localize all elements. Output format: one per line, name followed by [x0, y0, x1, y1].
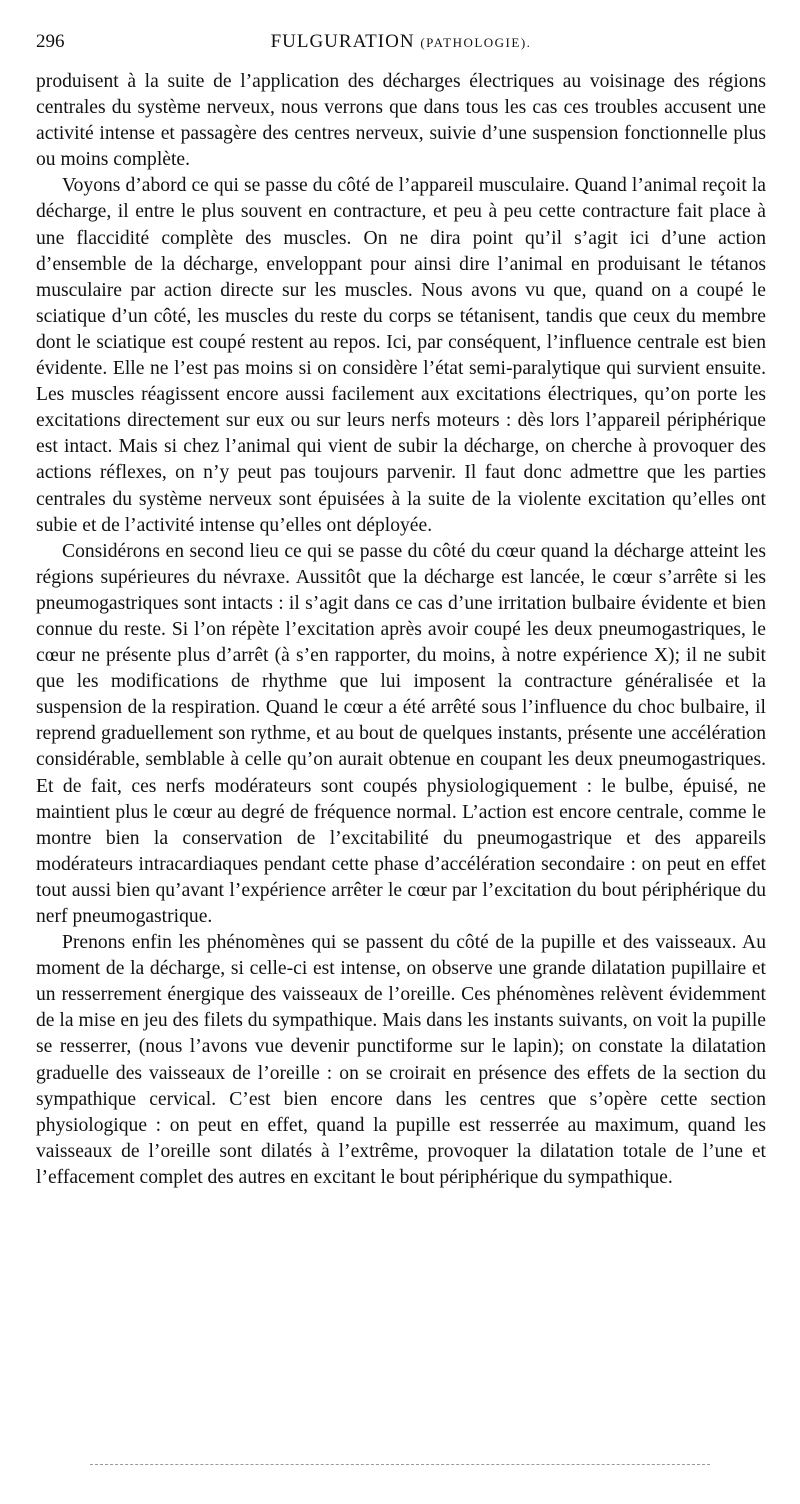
page-number: 296: [36, 31, 65, 52]
paragraph-heart: Considérons en second lieu ce qui se passe du côté du cœur quand la décharge atteint les régions supérieures du névraxe. Aussitôt que la décharge est lancée, le cœur s’arrête si les pneumogastriques sont intacts : il s’agit dans ce cas d’une irritation bulbaire évidente et bien connue du reste. Si l’on répète l’excitation après avoir coupé les deux pneumogastriques, le cœur ne présente plus d’arrêt (à s’en rapporter, du moins, à notre expérience X); il ne subit que les modifications de rhythme que lui imposent la contracture généralisée et la suspension de la respiration. Quand le cœur a été arrêté sous l’influence du choc bulbaire, il reprend graduellement son rythme, et au bout de quelques instants, présente une accélération considérable, semblable à celle qu’on aurait obtenue en coupant les deux pneumogastriques. Et de fait, ces nerfs modérateurs sont coupés physiologiquement : le bulbe, épuisé, ne maintient plus le cœur au degré de fréquence normal. L’action est encore centrale, comme le montre bien la conservation de l’excitabilité du pneumogastrique et des appareils modérateurs intracardiaques pendant cette phase d’accélération secondaire : on peut en effet tout aussi bien qu’avant l’expérience arrêter le cœur par l’excitation du bout périphérique du nerf pneumogastrique.: [36, 540, 766, 927]
page-header: [36, 30, 766, 54]
footer-rule: [90, 1464, 710, 1465]
book-page: [36, 30, 766, 1191]
paragraph-continued: produisent à la suite de l’application des décharges électriques au voisinage des régions centrales du système nerveux, nous verrons que dans tous les cas ces troubles accusent une activité intense et passagère des centres nerveux, suivie d’une suspension fonctionnelle plus ou moins complète.: [36, 71, 766, 171]
running-title-main: FULGURATION: [270, 31, 415, 52]
body-text: [36, 69, 766, 1191]
running-title: [36, 30, 766, 55]
running-title-subtitle: (PATHOLOGIE).: [420, 35, 532, 50]
paragraph-muscular-system: Voyons d’abord ce qui se passe du côté de l’appareil musculaire. Quand l’animal reçoit la décharge, il entre le plus souvent en contracture, et peu à peu cette contracture fait place à une flaccidité complète des muscles. On ne dira point qu’il s’agit ici d’une action d’ensemble de la décharge, enveloppant pour ainsi dire l’animal en produisant le tétanos musculaire par action directe sur les muscles. Nous avons vu que, quand on a coupé le sciatique d’un côté, les muscles du reste du corps se tétanisent, tandis que ceux du membre dont le sciatique est coupé restent au repos. Ici, par conséquent, l’influence centrale est bien évidente. Elle ne l’est pas moins si on considère l’état semi-paralytique qui survient ensuite. Les muscles réagissent encore aussi facilement aux excitations électriques, qu’on porte les excitations directement sur eux ou sur leurs nerfs moteurs : dès lors l’appareil périphérique est intact. Mais si chez l’animal qui vient de subir la décharge, on cherche à provoquer des actions réflexes, on n’y peut pas toujours parvenir. Il faut donc admettre que les parties centrales du système nerveux sont épuisées à la suite de la violente excitation qu’elles ont subie et de l’activité intense qu’elles ont déployée.: [36, 175, 766, 536]
paragraph-pupil-vessels: Prenons enfin les phénomènes qui se passent du côté de la pupille et des vaisseaux. Au moment de la décharge, si celle-ci est intense, on observe une grande dilatation pupillaire et un resserrement énergique des vaisseaux de l’oreille. Ces phénomènes relèvent évidemment de la mise en jeu des filets du sympathique. Mais dans les instants suivants, on voit la pupille se resserrer, (nous l’avons vue devenir punctiforme sur le lapin); on constate la dilatation graduelle des vaisseaux de l’oreille : on se croirait en présence des effets de la section du sympathique cervical. C’est bien encore dans les centres que s’opère cette section physiologique : on peut en effet, quand la pupille est resserrée au maximum, quand les vaisseaux de l’oreille sont dilatés à l’extrême, provoquer la dilatation totale de l’une et l’effacement complet des autres en excitant le bout périphérique du sympathique.: [36, 932, 766, 1188]
